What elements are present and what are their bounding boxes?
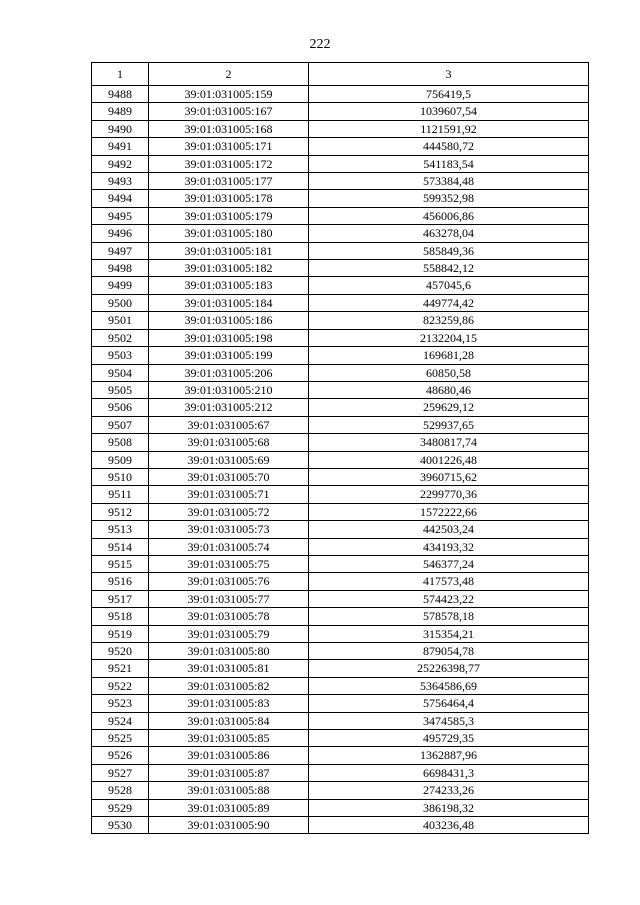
cadastral-number-cell: 39:01:031005:199 xyxy=(149,347,309,364)
cadastral-number-cell: 39:01:031005:184 xyxy=(149,294,309,311)
value-cell: 4001226,48 xyxy=(309,451,589,468)
cadastral-number-cell: 39:01:031005:84 xyxy=(149,712,309,729)
cadastral-number-cell: 39:01:031005:159 xyxy=(149,86,309,103)
table-row xyxy=(92,712,589,729)
table-row xyxy=(92,242,589,259)
cadastral-number-cell: 39:01:031005:178 xyxy=(149,190,309,207)
table-row xyxy=(92,329,589,346)
cadastral-number-cell: 39:01:031005:171 xyxy=(149,138,309,155)
value-cell: 541183,54 xyxy=(309,155,589,172)
row-number-cell: 9528 xyxy=(92,782,149,799)
value-cell: 2299770,36 xyxy=(309,486,589,503)
cadastral-number-cell: 39:01:031005:179 xyxy=(149,207,309,224)
cadastral-number-cell: 39:01:031005:183 xyxy=(149,277,309,294)
value-cell: 403236,48 xyxy=(309,817,589,834)
cadastral-number-cell: 39:01:031005:69 xyxy=(149,451,309,468)
value-cell: 5364586,69 xyxy=(309,677,589,694)
table-row xyxy=(92,451,589,468)
row-number-cell: 9501 xyxy=(92,312,149,329)
page-number: 222 xyxy=(309,37,331,52)
row-number-cell: 9513 xyxy=(92,521,149,538)
row-number-cell: 9530 xyxy=(92,817,149,834)
cadastral-number-cell: 39:01:031005:73 xyxy=(149,521,309,538)
row-number-cell: 9502 xyxy=(92,329,149,346)
table-row xyxy=(92,643,589,660)
row-number-cell: 9500 xyxy=(92,294,149,311)
table-row xyxy=(92,416,589,433)
value-cell: 3960715,62 xyxy=(309,468,589,485)
table-row xyxy=(92,468,589,485)
cadastral-number-cell: 39:01:031005:206 xyxy=(149,364,309,381)
value-cell: 315354,21 xyxy=(309,625,589,642)
cadastral-number-cell: 39:01:031005:87 xyxy=(149,764,309,781)
cadastral-number-cell: 39:01:031005:79 xyxy=(149,625,309,642)
table-row xyxy=(92,138,589,155)
table-row xyxy=(92,155,589,172)
row-number-cell: 9499 xyxy=(92,277,149,294)
cadastral-number-cell: 39:01:031005:85 xyxy=(149,730,309,747)
row-number-cell: 9497 xyxy=(92,242,149,259)
cadastral-number-cell: 39:01:031005:75 xyxy=(149,555,309,572)
row-number-cell: 9505 xyxy=(92,381,149,398)
value-cell: 434193,32 xyxy=(309,538,589,555)
row-number-cell: 9515 xyxy=(92,555,149,572)
value-cell: 259629,12 xyxy=(309,399,589,416)
value-cell: 456006,86 xyxy=(309,207,589,224)
value-cell: 463278,04 xyxy=(309,225,589,242)
cadastral-number-cell: 39:01:031005:67 xyxy=(149,416,309,433)
value-cell: 1362887,96 xyxy=(309,747,589,764)
cadastral-number-cell: 39:01:031005:76 xyxy=(149,573,309,590)
value-cell: 599352,98 xyxy=(309,190,589,207)
cadastral-number-cell: 39:01:031005:70 xyxy=(149,468,309,485)
row-number-cell: 9498 xyxy=(92,260,149,277)
table-row xyxy=(92,573,589,590)
row-number-cell: 9519 xyxy=(92,625,149,642)
table-row xyxy=(92,695,589,712)
value-cell: 574423,22 xyxy=(309,590,589,607)
value-cell: 585849,36 xyxy=(309,242,589,259)
value-cell: 6698431,3 xyxy=(309,764,589,781)
table-row xyxy=(92,625,589,642)
table-row xyxy=(92,260,589,277)
value-cell: 444580,72 xyxy=(309,138,589,155)
table-row xyxy=(92,747,589,764)
row-number-cell: 9491 xyxy=(92,138,149,155)
table-row xyxy=(92,503,589,520)
table-row xyxy=(92,521,589,538)
row-number-cell: 9522 xyxy=(92,677,149,694)
cadastral-number-cell: 39:01:031005:180 xyxy=(149,225,309,242)
table-row xyxy=(92,347,589,364)
cadastral-number-cell: 39:01:031005:88 xyxy=(149,782,309,799)
row-number-cell: 9490 xyxy=(92,120,149,137)
table-row xyxy=(92,277,589,294)
table-row xyxy=(92,590,589,607)
column-header-3: 3 xyxy=(309,63,589,86)
table-row xyxy=(92,434,589,451)
cadastral-number-cell: 39:01:031005:198 xyxy=(149,329,309,346)
value-cell: 60850,58 xyxy=(309,364,589,381)
cadastral-number-cell: 39:01:031005:210 xyxy=(149,381,309,398)
value-cell: 449774,42 xyxy=(309,294,589,311)
row-number-cell: 9489 xyxy=(92,103,149,120)
row-number-cell: 9507 xyxy=(92,416,149,433)
row-number-cell: 9518 xyxy=(92,608,149,625)
table-row xyxy=(92,173,589,190)
table-row xyxy=(92,294,589,311)
cadastral-number-cell: 39:01:031005:72 xyxy=(149,503,309,520)
table-row xyxy=(92,660,589,677)
table-row xyxy=(92,538,589,555)
value-cell: 495729,35 xyxy=(309,730,589,747)
value-cell: 546377,24 xyxy=(309,555,589,572)
table-row xyxy=(92,312,589,329)
cadastral-number-cell: 39:01:031005:71 xyxy=(149,486,309,503)
row-number-cell: 9503 xyxy=(92,347,149,364)
table-row xyxy=(92,677,589,694)
cadastral-number-cell: 39:01:031005:182 xyxy=(149,260,309,277)
value-cell: 48680,46 xyxy=(309,381,589,398)
value-cell: 3474585,3 xyxy=(309,712,589,729)
cadastral-number-cell: 39:01:031005:68 xyxy=(149,434,309,451)
table-row xyxy=(92,364,589,381)
cadastral-number-cell: 39:01:031005:177 xyxy=(149,173,309,190)
cadastral-number-cell: 39:01:031005:167 xyxy=(149,103,309,120)
value-cell: 879054,78 xyxy=(309,643,589,660)
table-row xyxy=(92,730,589,747)
row-number-cell: 9492 xyxy=(92,155,149,172)
table-row xyxy=(92,486,589,503)
row-number-cell: 9508 xyxy=(92,434,149,451)
value-cell: 386198,32 xyxy=(309,799,589,816)
value-cell: 558842,12 xyxy=(309,260,589,277)
data-table xyxy=(91,62,589,834)
table-row xyxy=(92,555,589,572)
cadastral-number-cell: 39:01:031005:86 xyxy=(149,747,309,764)
row-number-cell: 9524 xyxy=(92,712,149,729)
value-cell: 169681,28 xyxy=(309,347,589,364)
table-row xyxy=(92,225,589,242)
row-number-cell: 9516 xyxy=(92,573,149,590)
row-number-cell: 9521 xyxy=(92,660,149,677)
row-number-cell: 9523 xyxy=(92,695,149,712)
row-number-cell: 9495 xyxy=(92,207,149,224)
row-number-cell: 9494 xyxy=(92,190,149,207)
table-row xyxy=(92,817,589,834)
value-cell: 823259,86 xyxy=(309,312,589,329)
cadastral-number-cell: 39:01:031005:77 xyxy=(149,590,309,607)
cadastral-number-cell: 39:01:031005:168 xyxy=(149,120,309,137)
table-row xyxy=(92,782,589,799)
row-number-cell: 9506 xyxy=(92,399,149,416)
value-cell: 756419,5 xyxy=(309,86,589,103)
cadastral-number-cell: 39:01:031005:89 xyxy=(149,799,309,816)
table-row xyxy=(92,86,589,103)
row-number-cell: 9529 xyxy=(92,799,149,816)
row-number-cell: 9514 xyxy=(92,538,149,555)
row-number-cell: 9517 xyxy=(92,590,149,607)
table-body xyxy=(92,86,589,834)
value-cell: 3480817,74 xyxy=(309,434,589,451)
value-cell: 2132204,15 xyxy=(309,329,589,346)
row-number-cell: 9509 xyxy=(92,451,149,468)
cadastral-number-cell: 39:01:031005:83 xyxy=(149,695,309,712)
table-row xyxy=(92,103,589,120)
column-header-1: 1 xyxy=(92,63,149,86)
row-number-cell: 9493 xyxy=(92,173,149,190)
row-number-cell: 9512 xyxy=(92,503,149,520)
table-row xyxy=(92,799,589,816)
cadastral-number-cell: 39:01:031005:186 xyxy=(149,312,309,329)
cadastral-number-cell: 39:01:031005:90 xyxy=(149,817,309,834)
table-header xyxy=(92,63,589,86)
row-number-cell: 9511 xyxy=(92,486,149,503)
cadastral-number-cell: 39:01:031005:82 xyxy=(149,677,309,694)
value-cell: 417573,48 xyxy=(309,573,589,590)
value-cell: 1039607,54 xyxy=(309,103,589,120)
table-row xyxy=(92,190,589,207)
value-cell: 5756464,4 xyxy=(309,695,589,712)
value-cell: 578578,18 xyxy=(309,608,589,625)
table-row xyxy=(92,764,589,781)
value-cell: 274233,26 xyxy=(309,782,589,799)
table-header-row xyxy=(92,63,589,86)
row-number-cell: 9526 xyxy=(92,747,149,764)
value-cell: 1121591,92 xyxy=(309,120,589,137)
row-number-cell: 9510 xyxy=(92,468,149,485)
column-header-2: 2 xyxy=(149,63,309,86)
row-number-cell: 9527 xyxy=(92,764,149,781)
row-number-cell: 9504 xyxy=(92,364,149,381)
row-number-cell: 9525 xyxy=(92,730,149,747)
value-cell: 457045,6 xyxy=(309,277,589,294)
cadastral-number-cell: 39:01:031005:181 xyxy=(149,242,309,259)
cadastral-number-cell: 39:01:031005:74 xyxy=(149,538,309,555)
table-row xyxy=(92,207,589,224)
value-cell: 529937,65 xyxy=(309,416,589,433)
table-row xyxy=(92,381,589,398)
row-number-cell: 9488 xyxy=(92,86,149,103)
value-cell: 25226398,77 xyxy=(309,660,589,677)
cadastral-number-cell: 39:01:031005:78 xyxy=(149,608,309,625)
cadastral-number-cell: 39:01:031005:172 xyxy=(149,155,309,172)
table-row xyxy=(92,399,589,416)
value-cell: 573384,48 xyxy=(309,173,589,190)
table-row xyxy=(92,608,589,625)
cadastral-number-cell: 39:01:031005:81 xyxy=(149,660,309,677)
table-row xyxy=(92,120,589,137)
value-cell: 1572222,66 xyxy=(309,503,589,520)
value-cell: 442503,24 xyxy=(309,521,589,538)
cadastral-number-cell: 39:01:031005:212 xyxy=(149,399,309,416)
cadastral-number-cell: 39:01:031005:80 xyxy=(149,643,309,660)
row-number-cell: 9520 xyxy=(92,643,149,660)
row-number-cell: 9496 xyxy=(92,225,149,242)
